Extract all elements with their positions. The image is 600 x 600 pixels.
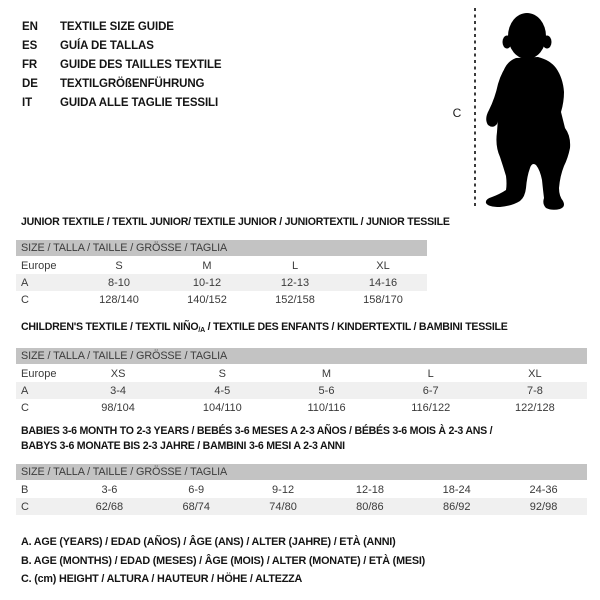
table-cell: 152/158 xyxy=(275,293,315,306)
table-cell: 116/122 xyxy=(411,401,451,414)
babies-table-body xyxy=(16,481,587,515)
table-cell: 68/74 xyxy=(182,500,210,513)
table-row xyxy=(16,399,587,416)
language-row xyxy=(22,74,222,93)
junior-size-table xyxy=(16,240,427,308)
row-label: A xyxy=(21,384,29,397)
table-cell: 158/170 xyxy=(363,293,403,306)
row-label: Europe xyxy=(21,259,57,272)
size-header-bar: SIZE / TALLA / TAILLE / GRÖSSE / TAGLIA xyxy=(16,348,587,364)
children-section-title xyxy=(21,321,508,334)
language-row xyxy=(22,55,222,74)
babies-size-table xyxy=(16,464,587,515)
table-cell: 80/86 xyxy=(356,500,384,513)
table-cell: 10-12 xyxy=(192,276,222,289)
footnote-age-years: A. AGE (YEARS) / EDAD (AÑOS) / ÂGE (ANS) / ALTER (JAHRE) / ETÀ (ANNI) xyxy=(21,536,396,548)
table-cell: 74/80 xyxy=(269,500,297,513)
table-cell: XS xyxy=(110,367,126,380)
table-cell: 6-7 xyxy=(422,384,439,397)
children-title-subscript: /A xyxy=(198,327,205,334)
table-row xyxy=(16,257,427,274)
footnote-height: C. (cm) HEIGHT / ALTURA / HAUTEUR / HÖHE / ALTEZZA xyxy=(21,573,303,585)
height-measure-label: C xyxy=(452,106,462,120)
table-cell: 92/98 xyxy=(529,500,558,513)
language-row xyxy=(22,17,222,36)
table-cell: 4-5 xyxy=(214,384,231,397)
table-cell: 98/104 xyxy=(101,401,135,414)
legend-footnotes xyxy=(21,536,425,592)
junior-table-body xyxy=(16,257,427,308)
table-cell: 8-10 xyxy=(107,276,131,289)
table-cell: 12-18 xyxy=(355,483,384,496)
table-cell: 122/128 xyxy=(515,401,555,414)
footnote-age-months: B. AGE (MONTHS) / EDAD (MESES) / ÂGE (MOIS) / ALTER (MONATE) / ETÀ (MESI) xyxy=(21,554,426,567)
table-cell: L xyxy=(427,367,434,380)
babies-section-title xyxy=(21,424,492,454)
table-cell: 9-12 xyxy=(272,483,295,496)
baby-silhouette-icon xyxy=(483,5,595,215)
table-cell: S xyxy=(218,367,226,380)
children-table-body xyxy=(16,365,587,416)
table-row xyxy=(16,274,427,291)
language-label: GUIDA ALLE TAGLIE TESSILI xyxy=(60,96,219,109)
language-row xyxy=(22,36,222,55)
language-code: EN xyxy=(22,20,38,33)
table-cell: 140/152 xyxy=(187,293,227,306)
table-cell: 14-16 xyxy=(368,276,398,289)
row-label: C xyxy=(21,500,29,513)
table-cell: 104/110 xyxy=(202,401,242,414)
table-cell: 62/68 xyxy=(95,500,124,513)
table-cell: M xyxy=(202,259,212,272)
size-header-bar: SIZE / TALLA / TAILLE / GRÖSSE / TAGLIA xyxy=(16,240,427,256)
language-code: ES xyxy=(22,39,38,52)
language-label: TEXTILGRÖßENFÜHRUNG xyxy=(60,77,205,90)
table-cell: S xyxy=(115,259,123,272)
babies-title-line2: BABYS 3-6 MONATE BIS 2-3 JAHRE / BAMBINI 3-6 MESI A 2-3 ANNI xyxy=(21,440,345,452)
height-reference-dashed-line xyxy=(474,8,476,208)
table-cell: 7-8 xyxy=(526,384,543,397)
table-cell: 12-13 xyxy=(280,276,310,289)
row-label: Europe xyxy=(21,367,57,380)
table-cell: 86/92 xyxy=(442,500,471,513)
language-code: DE xyxy=(22,77,38,90)
babies-title-line1: BABIES 3-6 MONTH TO 2-3 YEARS / BEBÉS 3-6 MESES A 2-3 AÑOS / BÉBÉS 3-6 MOIS À 2-3 ANS / xyxy=(21,425,493,437)
language-code: IT xyxy=(22,96,33,109)
table-cell: 18-24 xyxy=(442,483,471,496)
language-label: GUÍA DE TALLAS xyxy=(60,39,154,52)
row-label: C xyxy=(21,293,29,306)
table-row xyxy=(16,481,587,498)
table-cell: 110/116 xyxy=(307,401,346,414)
junior-section-title: JUNIOR TEXTILE / TEXTIL JUNIOR/ TEXTILE JUNIOR / JUNIORTEXTIL / JUNIOR TESSILE xyxy=(21,216,450,228)
language-row xyxy=(22,93,222,112)
children-size-table xyxy=(16,348,587,416)
row-label: C xyxy=(21,401,29,414)
children-title-rest: / TEXTILE DES ENFANTS / KINDERTEXTIL / BAMBINI TESSILE xyxy=(204,321,508,333)
table-cell: L xyxy=(291,259,299,272)
table-cell: 24-36 xyxy=(529,483,558,496)
table-cell: 5-6 xyxy=(318,384,335,397)
table-row xyxy=(16,382,587,399)
children-title-main: CHILDREN'S TEXTILE / TEXTIL NIÑO xyxy=(21,321,199,333)
table-row xyxy=(16,365,587,382)
language-label: TEXTILE SIZE GUIDE xyxy=(60,20,174,33)
table-cell: XL xyxy=(376,259,390,272)
table-cell: 3-4 xyxy=(110,384,127,397)
table-cell: XL xyxy=(528,367,542,380)
table-cell: M xyxy=(321,367,332,380)
row-label: B xyxy=(21,483,29,496)
table-row xyxy=(16,291,427,308)
table-cell: 128/140 xyxy=(99,293,139,306)
language-label: GUIDE DES TAILLES TEXTILE xyxy=(60,58,222,71)
table-row xyxy=(16,498,587,515)
size-header-bar: SIZE / TALLA / TAILLE / GRÖSSE / TAGLIA xyxy=(16,464,587,480)
table-cell: 3-6 xyxy=(101,483,118,496)
language-list xyxy=(22,17,222,112)
table-cell: 6-9 xyxy=(188,483,205,496)
row-label: A xyxy=(21,276,29,289)
language-code: FR xyxy=(22,58,38,71)
